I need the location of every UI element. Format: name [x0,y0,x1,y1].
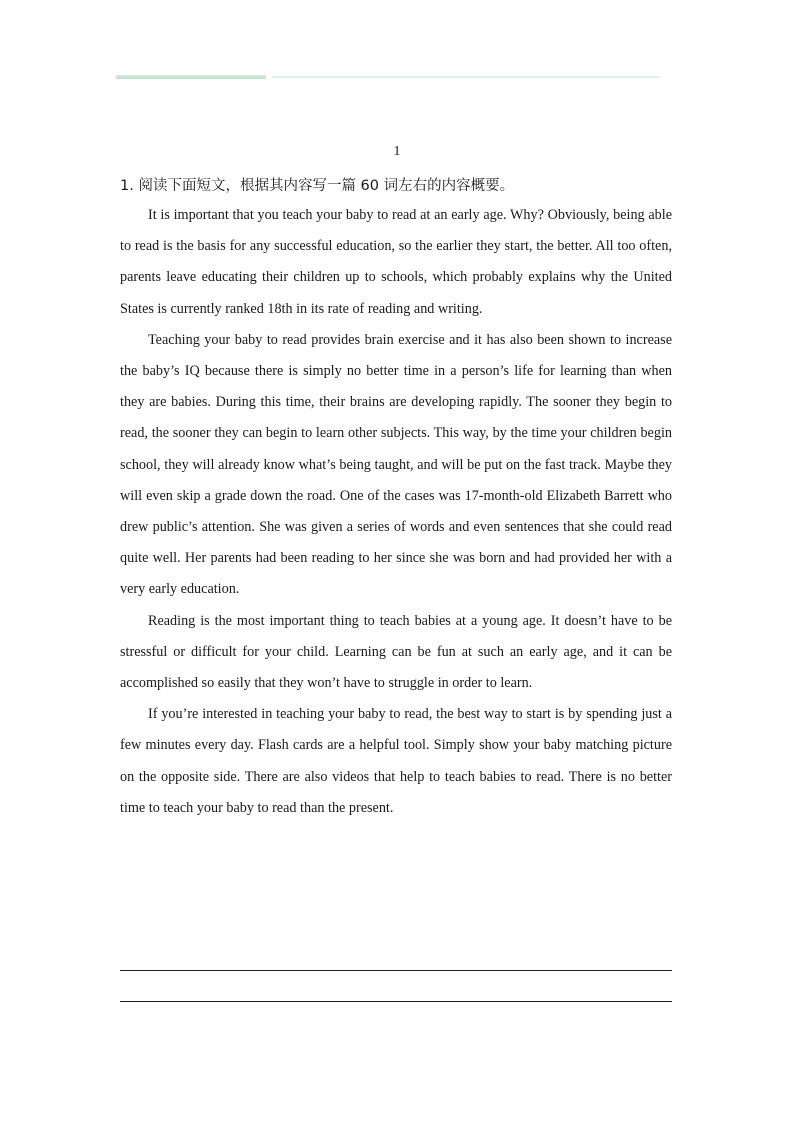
page-number: 1 [393,144,401,159]
reading-passage [120,200,672,824]
header-rule [116,75,660,80]
passage-paragraph: It is important that you teach your baby to read at an early age. Why? Obviously, being able to read is the basis for any successful education, so the earlier they start, the better. All too often, parents leave educating their children up to schools, which probably explains why the United States is currently ranked 18th in its rate of reading and writing. [120,207,672,317]
answer-line[interactable] [120,970,672,971]
passage-paragraph: If you’re interested in teaching your baby to read, the best way to start is by spending just a few minutes every day. Flash cards are a helpful tool. Simply show your baby matching picture on the opposite side. There are also videos that help to teach babies to read. There is no better time to teach your baby to read than the present. [120,706,672,816]
answer-line[interactable] [120,1001,672,1002]
header-rule-line [272,76,660,78]
question-prompt: 1. 阅读下面短文，根据其内容写一篇 60 词左右的内容概要。 [120,178,515,194]
passage-paragraph: Reading is the most important thing to teach babies at a young age. It doesn’t have to be stressful or difficult for your child. Learning can be fun at such an early age, and it can be accomplished so easily that they won’t have to struggle in order to learn. [120,612,672,692]
passage-paragraph: Teaching your baby to read provides brain exercise and it has also been shown to increase the baby’s IQ because there is simply no better time in a person’s life for learning than when they are babies. During this time, their brains are developing rapidly. The sooner they begin to read, the sooner they can begin to learn other subjects. This way, by the time your children begin school, they will already know what’s being taught, and will be put on the fast track. Maybe they will even skip a grade down the road. One of the cases was 17-month-old Elizabeth Barrett who drew public’s attention. She was given a series of words and even sentences that she could read quite well. Her parents had been reading to her since she was born and had provided her with a very early education. [120,331,672,598]
header-rule-accent [116,75,266,79]
